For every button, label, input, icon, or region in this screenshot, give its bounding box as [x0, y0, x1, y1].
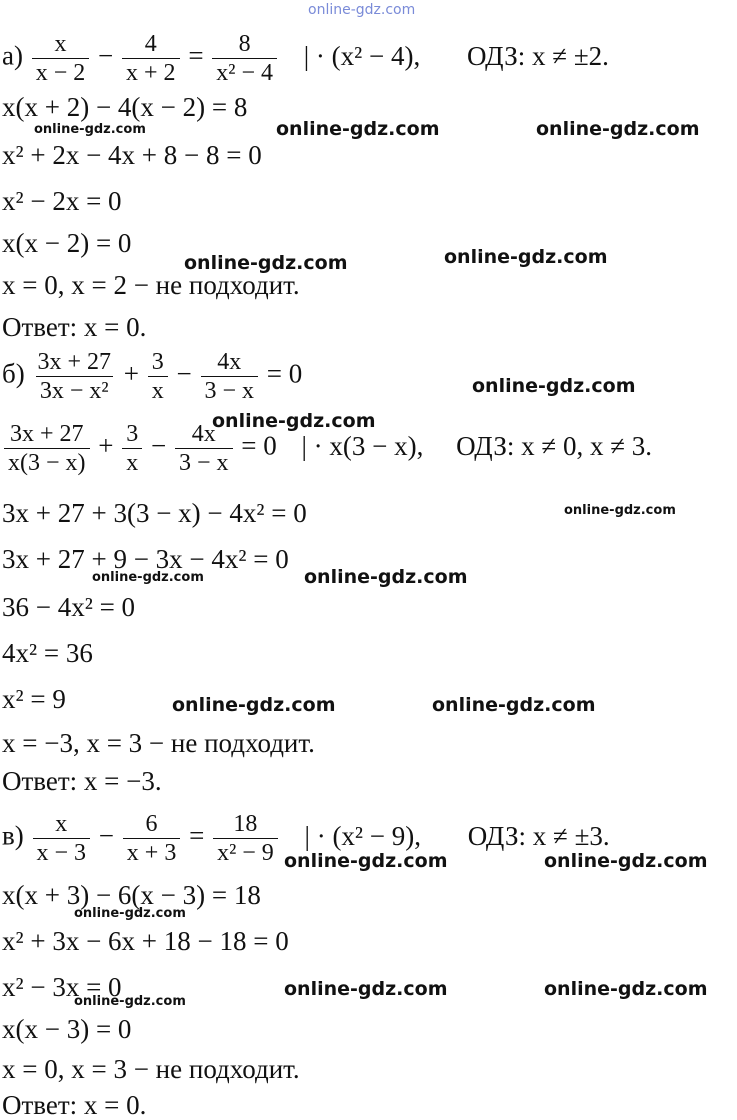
answer-line: Ответ: x = 0. — [2, 1090, 147, 1120]
watermark: online-gdz.com — [536, 118, 700, 140]
step-line: x(x + 3) − 6(x − 3) = 18 — [2, 880, 261, 910]
watermark-small: online-gdz.com — [564, 503, 676, 518]
step-line: 3x + 27 + 3(3 − x) − 4x² = 0 — [2, 498, 307, 528]
step-line: x = −3, x = 3 − не подходит. — [2, 728, 315, 758]
watermark: online-gdz.com — [432, 694, 596, 716]
part-a-equation: а) $\frac{x}{x - 2}$ − $\frac{4}{x + 2}$ = $\frac{8}{\text{x² − 4}}$ | · (x² − 4), ОДЗ: x ≠ ±2. — [2, 31, 609, 86]
step-line: x(x − 3) = 0 — [2, 1014, 132, 1044]
fraction: $\frac{3x + 27}{\text{3x − x²}}$ — [37, 349, 112, 404]
step-line: x = 0, x = 3 − не подходит. — [2, 1054, 300, 1084]
fraction: $\frac{4x}{3 - x}$ — [201, 348, 259, 405]
domain-note: ОДЗ: x ≠ 0, x ≠ 3. — [456, 430, 653, 461]
step-line: 3x + 27 + 9 − 3x − 4x² = 0 — [2, 544, 289, 574]
watermark-small: online-gdz.com — [74, 994, 186, 1009]
watermark: online-gdz.com — [472, 375, 636, 397]
part-b-equation: б) $\frac{3x + 27}{\text{3x − x²}}$ + $\frac{3}{x}$ − $\frac{4x}{3 - x}$ = 0 — [2, 349, 303, 404]
part-b-label: б) — [2, 358, 25, 389]
part-c-label: в) — [2, 820, 24, 851]
step-line: 4x² = 36 — [2, 638, 93, 668]
fraction: $\frac{4}{x + 2}$ — [122, 30, 180, 87]
multiplier: | · (x² − 4), — [303, 40, 421, 71]
step-line: x² = 9 — [2, 684, 66, 714]
watermark: online-gdz.com — [284, 850, 448, 872]
fraction: $\frac{3}{x}$ — [122, 420, 142, 477]
fraction: $\frac{6}{x + 3}$ — [123, 810, 181, 867]
part-c-equation: в) $\frac{x}{x - 3}$ − $\frac{6}{x + 3}$ = $\frac{18}{\text{x² − 9}}$ | · (x² − 9), ОДЗ: x ≠ ±3. — [2, 811, 610, 866]
answer-line: Ответ: x = 0. — [2, 312, 147, 342]
step-line: x² − 2x = 0 — [2, 186, 122, 216]
domain-note: ОДЗ: x ≠ ±2. — [466, 40, 609, 71]
watermark-small: online-gdz.com — [34, 122, 146, 137]
fraction: $\frac{x}{x - 3}$ — [33, 810, 91, 867]
fraction: $\frac{3}{x}$ — [148, 348, 168, 405]
watermark: online-gdz.com — [444, 246, 608, 268]
step-line: 36 − 4x² = 0 — [2, 592, 136, 622]
part-a-label: а) — [2, 40, 23, 71]
watermark: online-gdz.com — [184, 252, 348, 274]
fraction: $\frac{x}{x - 2}$ — [32, 30, 90, 87]
watermark: online-gdz.com — [544, 850, 708, 872]
step-line: x = 0, x = 2 − не подходит. — [2, 270, 300, 300]
watermark: online-gdz.com — [284, 978, 448, 1000]
fraction: $\frac{4x}{3 - x}$ — [175, 420, 233, 477]
part-b-equation-2: $\frac{3x + 27}{x(3 - x)}$ + $\frac{3}{x}$ − $\frac{4x}{3 - x}$ = 0 | · x(3 − x), ОДЗ: x ≠ 0, x ≠ 3. — [2, 420, 652, 477]
watermark: online-gdz.com — [212, 410, 376, 432]
watermark: online-gdz.com — [172, 694, 336, 716]
watermark-top: online-gdz.com — [308, 2, 416, 18]
watermark-small: online-gdz.com — [74, 906, 186, 921]
fraction: $\frac{8}{\text{x² − 4}}$ — [212, 30, 277, 87]
watermark: online-gdz.com — [304, 566, 468, 588]
step-line: x(x − 2) = 0 — [2, 228, 132, 258]
watermark: online-gdz.com — [276, 118, 440, 140]
step-line: x² + 3x − 6x + 18 − 18 = 0 — [2, 926, 289, 956]
multiplier: | · (x² − 9), — [304, 820, 421, 851]
fraction: $\frac{18}{\text{x² − 9}}$ — [213, 810, 278, 867]
watermark: online-gdz.com — [544, 978, 708, 1000]
multiplier: | · x(3 − x), — [301, 430, 424, 461]
answer-line: Ответ: x = −3. — [2, 766, 162, 796]
watermark-small: online-gdz.com — [92, 570, 204, 585]
fraction: $\frac{3x + 27}{x(3 - x)}$ — [4, 420, 90, 477]
step-line: x² − 3x = 0 — [2, 972, 122, 1002]
step-line: x² + 2x − 4x + 8 − 8 = 0 — [2, 140, 262, 170]
step-line: x(x + 2) − 4(x − 2) = 8 — [2, 92, 248, 122]
domain-note: ОДЗ: x ≠ ±3. — [467, 820, 610, 851]
